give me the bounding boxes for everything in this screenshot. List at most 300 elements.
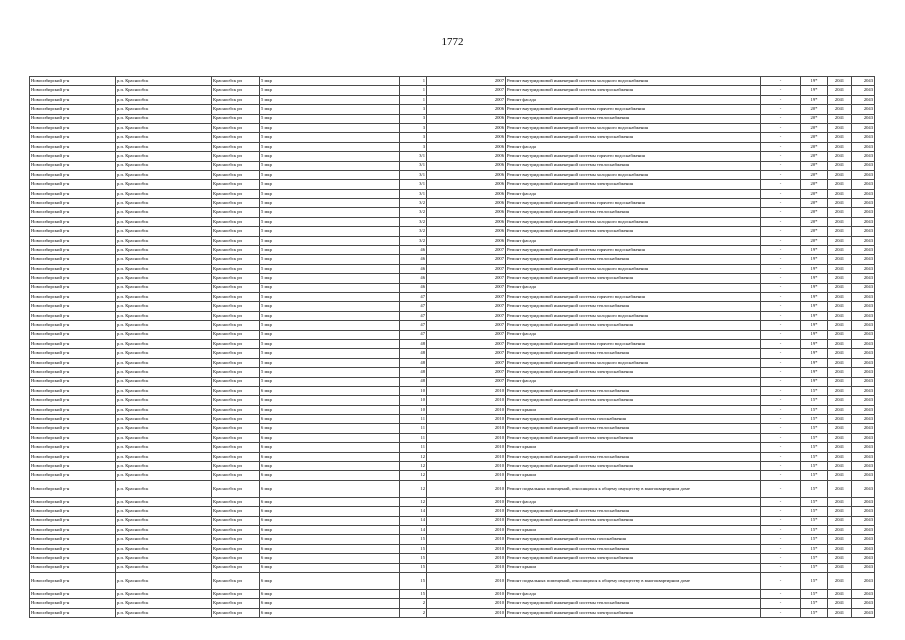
- district-cell: Новосибирский р-н: [30, 180, 116, 189]
- table-row: [30, 443, 875, 452]
- settlement-cell: р.п. Краснообск: [116, 462, 212, 471]
- house-number-cell: 15: [400, 544, 427, 553]
- dash-cell: -: [761, 544, 801, 553]
- settlement-cell: р.п. Краснообск: [116, 161, 212, 170]
- work-type-cell: Ремонт внутридомовой инженерной системы холодного водоснабжения: [506, 311, 761, 320]
- work-type-cell: Ремонт фасада: [506, 377, 761, 386]
- locality-cell: Краснообск рп: [212, 349, 260, 358]
- start-year-cell: 2041: [828, 302, 852, 311]
- year-built-cell: 2006: [427, 208, 506, 217]
- end-year-cell: 2043: [852, 377, 875, 386]
- start-year-cell: 2041: [828, 246, 852, 255]
- dash-cell: -: [761, 133, 801, 142]
- start-year-cell: 2041: [828, 86, 852, 95]
- settlement-cell: р.п. Краснообск: [116, 95, 212, 104]
- street-cell: 6 мкр: [260, 554, 400, 563]
- locality-cell: Краснообск рп: [212, 535, 260, 544]
- district-cell: Новосибирский р-н: [30, 386, 116, 395]
- dash-cell: -: [761, 443, 801, 452]
- table-row: [30, 471, 875, 480]
- house-number-cell: 11: [400, 424, 427, 433]
- start-year-cell: 2041: [828, 377, 852, 386]
- year-built-cell: 2010: [427, 516, 506, 525]
- locality-cell: Краснообск рп: [212, 433, 260, 442]
- street-cell: 5 мкр: [260, 292, 400, 301]
- year-built-cell: 2010: [427, 525, 506, 534]
- locality-cell: Краснообск рп: [212, 274, 260, 283]
- dash-cell: -: [761, 95, 801, 104]
- wear-cell: 19*: [801, 311, 828, 320]
- start-year-cell: 2041: [828, 283, 852, 292]
- wear-cell: 19*: [801, 368, 828, 377]
- house-number-cell: 3/2: [400, 208, 427, 217]
- work-type-cell: Ремонт фасада: [506, 142, 761, 151]
- street-cell: 6 мкр: [260, 452, 400, 461]
- locality-cell: Краснообск рп: [212, 599, 260, 608]
- wear-cell: 15*: [801, 386, 828, 395]
- work-type-cell: Ремонт фасада: [506, 589, 761, 598]
- end-year-cell: 2043: [852, 95, 875, 104]
- dash-cell: -: [761, 386, 801, 395]
- wear-cell: 20*: [801, 142, 828, 151]
- wear-cell: 19*: [801, 358, 828, 367]
- year-built-cell: 2007: [427, 358, 506, 367]
- work-type-cell: Ремонт крыши: [506, 525, 761, 534]
- house-number-cell: 3/2: [400, 217, 427, 226]
- start-year-cell: 2041: [828, 497, 852, 506]
- wear-cell: 19*: [801, 95, 828, 104]
- street-cell: 5 мкр: [260, 274, 400, 283]
- house-number-cell: 48: [400, 339, 427, 348]
- street-cell: 5 мкр: [260, 227, 400, 236]
- work-type-cell: Ремонт внутридомовой инженерной системы теплоснабжения: [506, 424, 761, 433]
- dash-cell: -: [761, 161, 801, 170]
- start-year-cell: 2041: [828, 415, 852, 424]
- end-year-cell: 2043: [852, 563, 875, 572]
- wear-cell: 20*: [801, 161, 828, 170]
- wear-cell: 15*: [801, 563, 828, 572]
- dash-cell: -: [761, 415, 801, 424]
- year-built-cell: 2010: [427, 554, 506, 563]
- wear-cell: 19*: [801, 274, 828, 283]
- end-year-cell: 2043: [852, 208, 875, 217]
- district-cell: Новосибирский р-н: [30, 161, 116, 170]
- table-row: [30, 554, 875, 563]
- district-cell: Новосибирский р-н: [30, 95, 116, 104]
- dash-cell: -: [761, 246, 801, 255]
- district-cell: Новосибирский р-н: [30, 123, 116, 132]
- start-year-cell: 2041: [828, 330, 852, 339]
- locality-cell: Краснообск рп: [212, 283, 260, 292]
- start-year-cell: 2041: [828, 516, 852, 525]
- table-row: [30, 180, 875, 189]
- work-type-cell: Ремонт внутридомовой инженерной системы теплоснабжения: [506, 302, 761, 311]
- year-built-cell: 2006: [427, 123, 506, 132]
- table-row: [30, 217, 875, 226]
- settlement-cell: р.п. Краснообск: [116, 86, 212, 95]
- wear-cell: 20*: [801, 236, 828, 245]
- end-year-cell: 2043: [852, 443, 875, 452]
- settlement-cell: р.п. Краснообск: [116, 283, 212, 292]
- table-row: [30, 133, 875, 142]
- locality-cell: Краснообск рп: [212, 405, 260, 414]
- house-number-cell: 3/2: [400, 199, 427, 208]
- end-year-cell: 2043: [852, 525, 875, 534]
- year-built-cell: 2006: [427, 142, 506, 151]
- locality-cell: Краснообск рп: [212, 189, 260, 198]
- district-cell: Новосибирский р-н: [30, 302, 116, 311]
- work-type-cell: Ремонт фасада: [506, 330, 761, 339]
- work-type-cell: Ремонт внутридомовой инженерной системы теплоснабжения: [506, 255, 761, 264]
- street-cell: 5 мкр: [260, 180, 400, 189]
- table-row: [30, 292, 875, 301]
- end-year-cell: 2043: [852, 161, 875, 170]
- locality-cell: Краснообск рп: [212, 386, 260, 395]
- wear-cell: 20*: [801, 123, 828, 132]
- district-cell: Новосибирский р-н: [30, 433, 116, 442]
- locality-cell: Краснообск рп: [212, 396, 260, 405]
- district-cell: Новосибирский р-н: [30, 292, 116, 301]
- year-built-cell: 2006: [427, 227, 506, 236]
- table-row: [30, 433, 875, 442]
- settlement-cell: р.п. Краснообск: [116, 386, 212, 395]
- locality-cell: Краснообск рп: [212, 86, 260, 95]
- street-cell: 6 мкр: [260, 572, 400, 589]
- start-year-cell: 2041: [828, 292, 852, 301]
- table-row: [30, 368, 875, 377]
- end-year-cell: 2043: [852, 358, 875, 367]
- street-cell: 6 мкр: [260, 424, 400, 433]
- wear-cell: 19*: [801, 330, 828, 339]
- wear-cell: 20*: [801, 114, 828, 123]
- dash-cell: -: [761, 255, 801, 264]
- table-row: [30, 283, 875, 292]
- locality-cell: Краснообск рп: [212, 161, 260, 170]
- year-built-cell: 2007: [427, 321, 506, 330]
- locality-cell: Краснообск рп: [212, 516, 260, 525]
- district-cell: Новосибирский р-н: [30, 563, 116, 572]
- start-year-cell: 2041: [828, 405, 852, 414]
- settlement-cell: р.п. Краснообск: [116, 599, 212, 608]
- locality-cell: Краснообск рп: [212, 330, 260, 339]
- year-built-cell: 2010: [427, 599, 506, 608]
- table-row: [30, 227, 875, 236]
- house-number-cell: 11: [400, 443, 427, 452]
- end-year-cell: 2043: [852, 199, 875, 208]
- end-year-cell: 2043: [852, 507, 875, 516]
- work-type-cell: Ремонт внутридомовой инженерной системы электроснабжения: [506, 516, 761, 525]
- settlement-cell: р.п. Краснообск: [116, 152, 212, 161]
- street-cell: 5 мкр: [260, 161, 400, 170]
- dash-cell: -: [761, 396, 801, 405]
- dash-cell: -: [761, 227, 801, 236]
- settlement-cell: р.п. Краснообск: [116, 563, 212, 572]
- start-year-cell: 2041: [828, 255, 852, 264]
- year-built-cell: 2010: [427, 535, 506, 544]
- street-cell: 6 мкр: [260, 433, 400, 442]
- dash-cell: -: [761, 377, 801, 386]
- wear-cell: 19*: [801, 339, 828, 348]
- district-cell: Новосибирский р-н: [30, 330, 116, 339]
- house-number-cell: 48: [400, 349, 427, 358]
- work-type-cell: Ремонт внутридомовой инженерной системы электроснабжения: [506, 368, 761, 377]
- locality-cell: Краснообск рп: [212, 208, 260, 217]
- dash-cell: -: [761, 236, 801, 245]
- street-cell: 5 мкр: [260, 311, 400, 320]
- wear-cell: 20*: [801, 217, 828, 226]
- district-cell: Новосибирский р-н: [30, 396, 116, 405]
- work-type-cell: Ремонт внутридомовой инженерной системы электроснабжения: [506, 133, 761, 142]
- start-year-cell: 2041: [828, 161, 852, 170]
- dash-cell: -: [761, 283, 801, 292]
- locality-cell: Краснообск рп: [212, 452, 260, 461]
- start-year-cell: 2041: [828, 443, 852, 452]
- street-cell: 5 мкр: [260, 358, 400, 367]
- settlement-cell: р.п. Краснообск: [116, 208, 212, 217]
- work-type-cell: Ремонт внутридомовой инженерной системы электроснабжения: [506, 180, 761, 189]
- table-row: [30, 302, 875, 311]
- dash-cell: -: [761, 180, 801, 189]
- year-built-cell: 2010: [427, 572, 506, 589]
- table-row: [30, 497, 875, 506]
- end-year-cell: 2043: [852, 405, 875, 414]
- start-year-cell: 2041: [828, 608, 852, 617]
- street-cell: 6 мкр: [260, 386, 400, 395]
- dash-cell: -: [761, 433, 801, 442]
- house-number-cell: 15: [400, 554, 427, 563]
- house-number-cell: 10: [400, 405, 427, 414]
- work-type-cell: Ремонт внутридомовой инженерной системы теплоснабжения: [506, 452, 761, 461]
- wear-cell: 19*: [801, 77, 828, 86]
- house-number-cell: 47: [400, 311, 427, 320]
- street-cell: 6 мкр: [260, 535, 400, 544]
- work-type-cell: Ремонт внутридомовой инженерной системы горячего водоснабжения: [506, 339, 761, 348]
- start-year-cell: 2041: [828, 368, 852, 377]
- end-year-cell: 2043: [852, 292, 875, 301]
- locality-cell: Краснообск рп: [212, 292, 260, 301]
- house-number-cell: 46: [400, 246, 427, 255]
- settlement-cell: р.п. Краснообск: [116, 180, 212, 189]
- work-type-cell: Ремонт внутридомовой инженерной системы холодного водоснабжения: [506, 170, 761, 179]
- district-cell: Новосибирский р-н: [30, 405, 116, 414]
- year-built-cell: 2006: [427, 105, 506, 114]
- locality-cell: Краснообск рп: [212, 480, 260, 497]
- dash-cell: -: [761, 358, 801, 367]
- year-built-cell: 2010: [427, 433, 506, 442]
- dash-cell: -: [761, 608, 801, 617]
- wear-cell: 15*: [801, 396, 828, 405]
- street-cell: 6 мкр: [260, 525, 400, 534]
- table-row: [30, 77, 875, 86]
- district-cell: Новосибирский р-н: [30, 199, 116, 208]
- street-cell: 6 мкр: [260, 516, 400, 525]
- street-cell: 5 мкр: [260, 152, 400, 161]
- house-number-cell: 3/1: [400, 180, 427, 189]
- wear-cell: 15*: [801, 507, 828, 516]
- street-cell: 6 мкр: [260, 396, 400, 405]
- work-type-cell: Ремонт фасада: [506, 236, 761, 245]
- start-year-cell: 2041: [828, 114, 852, 123]
- end-year-cell: 2043: [852, 339, 875, 348]
- end-year-cell: 2043: [852, 452, 875, 461]
- district-cell: Новосибирский р-н: [30, 208, 116, 217]
- settlement-cell: р.п. Краснообск: [116, 105, 212, 114]
- end-year-cell: 2043: [852, 535, 875, 544]
- locality-cell: Краснообск рп: [212, 77, 260, 86]
- end-year-cell: 2043: [852, 516, 875, 525]
- district-cell: Новосибирский р-н: [30, 525, 116, 534]
- table-row: [30, 114, 875, 123]
- settlement-cell: р.п. Краснообск: [116, 443, 212, 452]
- end-year-cell: 2043: [852, 274, 875, 283]
- locality-cell: Краснообск рп: [212, 142, 260, 151]
- street-cell: 5 мкр: [260, 302, 400, 311]
- settlement-cell: р.п. Краснообск: [116, 246, 212, 255]
- dash-cell: -: [761, 497, 801, 506]
- end-year-cell: 2043: [852, 170, 875, 179]
- year-built-cell: 2007: [427, 330, 506, 339]
- end-year-cell: 2043: [852, 86, 875, 95]
- house-number-cell: 46: [400, 264, 427, 273]
- wear-cell: 20*: [801, 170, 828, 179]
- start-year-cell: 2041: [828, 554, 852, 563]
- district-cell: Новосибирский р-н: [30, 246, 116, 255]
- year-built-cell: 2010: [427, 497, 506, 506]
- table-row: [30, 142, 875, 151]
- settlement-cell: р.п. Краснообск: [116, 199, 212, 208]
- table-row: [30, 311, 875, 320]
- work-type-cell: Ремонт внутридомовой инженерной системы теплоснабжения: [506, 208, 761, 217]
- street-cell: 6 мкр: [260, 599, 400, 608]
- wear-cell: 15*: [801, 452, 828, 461]
- dash-cell: -: [761, 199, 801, 208]
- dash-cell: -: [761, 208, 801, 217]
- street-cell: 5 мкр: [260, 142, 400, 151]
- district-cell: Новосибирский р-н: [30, 152, 116, 161]
- wear-cell: 19*: [801, 377, 828, 386]
- end-year-cell: 2043: [852, 152, 875, 161]
- year-built-cell: 2006: [427, 199, 506, 208]
- district-cell: Новосибирский р-н: [30, 377, 116, 386]
- year-built-cell: 2010: [427, 424, 506, 433]
- settlement-cell: р.п. Краснообск: [116, 217, 212, 226]
- work-type-cell: Ремонт внутридомовой инженерной системы теплоснабжения: [506, 507, 761, 516]
- work-type-cell: Ремонт фасада: [506, 497, 761, 506]
- dash-cell: -: [761, 339, 801, 348]
- district-cell: Новосибирский р-н: [30, 516, 116, 525]
- street-cell: 5 мкр: [260, 114, 400, 123]
- district-cell: Новосибирский р-н: [30, 358, 116, 367]
- street-cell: 6 мкр: [260, 507, 400, 516]
- settlement-cell: р.п. Краснообск: [116, 608, 212, 617]
- start-year-cell: 2041: [828, 274, 852, 283]
- locality-cell: Краснообск рп: [212, 133, 260, 142]
- end-year-cell: 2043: [852, 105, 875, 114]
- work-type-cell: Ремонт внутридомовой инженерной системы теплоснабжения: [506, 161, 761, 170]
- house-number-cell: 3: [400, 142, 427, 151]
- work-type-cell: Ремонт внутридомовой инженерной системы электроснабжения: [506, 433, 761, 442]
- wear-cell: 15*: [801, 443, 828, 452]
- house-number-cell: 47: [400, 321, 427, 330]
- end-year-cell: 2043: [852, 396, 875, 405]
- year-built-cell: 2010: [427, 396, 506, 405]
- dash-cell: -: [761, 302, 801, 311]
- end-year-cell: 2043: [852, 471, 875, 480]
- work-type-cell: Ремонт внутридомовой инженерной системы теплоснабжения: [506, 349, 761, 358]
- settlement-cell: р.п. Краснообск: [116, 311, 212, 320]
- district-cell: Новосибирский р-н: [30, 368, 116, 377]
- street-cell: 6 мкр: [260, 544, 400, 553]
- year-built-cell: 2010: [427, 386, 506, 395]
- end-year-cell: 2043: [852, 589, 875, 598]
- work-type-cell: Ремонт внутридомовой инженерной системы теплоснабжения: [506, 386, 761, 395]
- house-number-cell: 46: [400, 255, 427, 264]
- start-year-cell: 2041: [828, 236, 852, 245]
- street-cell: 5 мкр: [260, 95, 400, 104]
- locality-cell: Краснообск рп: [212, 544, 260, 553]
- table-row: [30, 189, 875, 198]
- end-year-cell: 2043: [852, 321, 875, 330]
- table-row: [30, 170, 875, 179]
- end-year-cell: 2043: [852, 311, 875, 320]
- table-row: [30, 377, 875, 386]
- wear-cell: 15*: [801, 572, 828, 589]
- house-number-cell: 15: [400, 535, 427, 544]
- street-cell: 6 мкр: [260, 471, 400, 480]
- street-cell: 5 мкр: [260, 330, 400, 339]
- table-row: [30, 563, 875, 572]
- end-year-cell: 2043: [852, 255, 875, 264]
- start-year-cell: 2041: [828, 462, 852, 471]
- house-number-cell: 1: [400, 86, 427, 95]
- street-cell: 6 мкр: [260, 415, 400, 424]
- dash-cell: -: [761, 516, 801, 525]
- house-number-cell: 3: [400, 123, 427, 132]
- table-row: [30, 330, 875, 339]
- start-year-cell: 2041: [828, 321, 852, 330]
- settlement-cell: р.п. Краснообск: [116, 330, 212, 339]
- start-year-cell: 2041: [828, 170, 852, 179]
- settlement-cell: р.п. Краснообск: [116, 405, 212, 414]
- street-cell: 5 мкр: [260, 133, 400, 142]
- start-year-cell: 2041: [828, 349, 852, 358]
- work-type-cell: Ремонт внутридомовой инженерной системы электроснабжения: [506, 227, 761, 236]
- table-row: [30, 349, 875, 358]
- start-year-cell: 2041: [828, 227, 852, 236]
- start-year-cell: 2041: [828, 217, 852, 226]
- wear-cell: 15*: [801, 535, 828, 544]
- district-cell: Новосибирский р-н: [30, 599, 116, 608]
- table-row: [30, 507, 875, 516]
- start-year-cell: 2041: [828, 199, 852, 208]
- year-built-cell: 2007: [427, 77, 506, 86]
- table-row: [30, 264, 875, 273]
- district-cell: Новосибирский р-н: [30, 321, 116, 330]
- locality-cell: Краснообск рп: [212, 95, 260, 104]
- district-cell: Новосибирский р-н: [30, 443, 116, 452]
- house-number-cell: 14: [400, 507, 427, 516]
- district-cell: Новосибирский р-н: [30, 133, 116, 142]
- dash-cell: -: [761, 77, 801, 86]
- dash-cell: -: [761, 563, 801, 572]
- end-year-cell: 2043: [852, 599, 875, 608]
- settlement-cell: р.п. Краснообск: [116, 114, 212, 123]
- district-cell: Новосибирский р-н: [30, 189, 116, 198]
- district-cell: Новосибирский р-н: [30, 462, 116, 471]
- district-cell: Новосибирский р-н: [30, 349, 116, 358]
- locality-cell: Краснообск рп: [212, 321, 260, 330]
- settlement-cell: р.п. Краснообск: [116, 480, 212, 497]
